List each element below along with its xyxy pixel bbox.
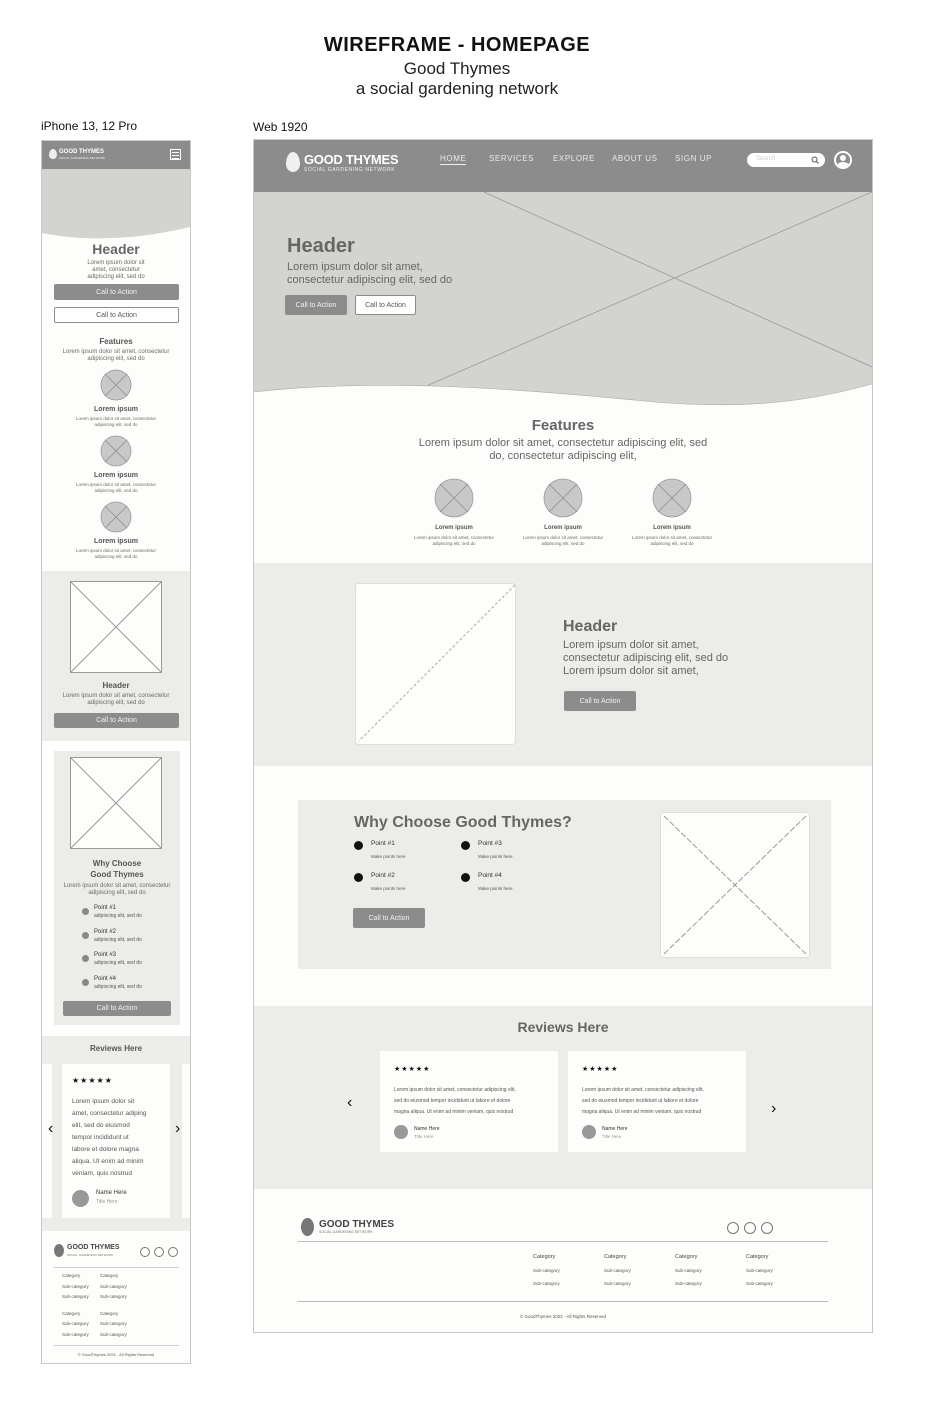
footer-link[interactable]: Sub-category [100, 1321, 127, 1326]
feature-image-placeholder [543, 478, 583, 518]
star-rating-icon: ★★★★★ [72, 1076, 113, 1085]
point-text: adipiscing elit, sed do [94, 960, 142, 966]
review-text: Lorem ipsum dolor sit amet, consectetur adipiscing elit, [394, 1087, 516, 1093]
mobile-footer-tagline: SOCIAL GARDENING NETWORK [67, 1253, 114, 1257]
mobile-features-text: adipiscing elit, sed do [87, 356, 145, 362]
footer-link[interactable]: Sub-category [533, 1268, 560, 1273]
feature-text: adipiscing elit, sed do [541, 541, 585, 546]
point-label: Point #4 [478, 872, 502, 879]
search-icon[interactable] [811, 156, 819, 164]
footer-link[interactable]: Sub-category [746, 1268, 773, 1273]
feature-label: Lorem ipsum [653, 525, 691, 531]
feature-image-placeholder [100, 369, 132, 401]
mobile-why-title-2: Good Thymes [90, 870, 144, 879]
mobile-frame [41, 140, 191, 1364]
feature-image-placeholder [100, 501, 132, 533]
mobile-footer [42, 1231, 190, 1364]
footer-link[interactable]: Sub-category [746, 1281, 773, 1286]
mobile-hero-text: adipiscing elit, sed do [87, 274, 145, 280]
footer-link[interactable]: Sub-category [100, 1331, 127, 1337]
mobile-carousel-next-icon[interactable]: › [175, 1120, 181, 1137]
web-split-title: Header [563, 618, 618, 635]
feature-label: Lorem ipsum [94, 472, 138, 479]
review-card [568, 1051, 746, 1152]
footer-link[interactable]: Category [100, 1273, 119, 1278]
avatar [394, 1125, 408, 1139]
review-text: sed do eiusmod tempor incididunt ut labore et dolore [394, 1098, 511, 1104]
mobile-carousel-prev-icon[interactable]: ‹ [48, 1120, 54, 1137]
mobile-review-card [62, 1064, 170, 1218]
point-text: Make points here [371, 886, 406, 891]
footer-link[interactable]: Sub-category [675, 1281, 702, 1286]
footer-link[interactable]: Sub-category [62, 1321, 89, 1326]
footer-link[interactable]: Sub-category [62, 1331, 89, 1337]
mobile-block-title: Header [102, 681, 130, 690]
web-features-title: Features [531, 417, 595, 434]
web-split-text: Lorem ipsum dolor sit amet, [563, 665, 699, 677]
web-frame [253, 139, 873, 1333]
web-why-cta-button[interactable]: Call to Action [353, 908, 425, 928]
reviewer-title: Title Here [96, 1199, 118, 1205]
web-why-title: Why Choose Good Thymes? [354, 814, 572, 831]
web-brand-tagline: SOCIAL GARDENING NETWORK [304, 167, 396, 173]
nav-explore[interactable]: EXPLORE [553, 154, 595, 163]
mobile-block-text: Lorem ipsum dolor sit amet, consectetur [62, 693, 170, 699]
footer-link[interactable]: Sub-category [62, 1294, 89, 1299]
reviewer-name: Name Here [96, 1190, 127, 1196]
point-label: Point #3 [478, 840, 502, 847]
star-rating-icon: ★★★★★ [394, 1066, 431, 1073]
page-title: WIREFRAME - HOMEPAGE [323, 34, 591, 56]
feature-text: adipiscing elit, sed do [432, 541, 476, 546]
review-text: magna aliqua. Ut enim ad minim veniam, quis nostrud [394, 1109, 514, 1115]
web-features-text: do, consectetur adipiscing elit, [489, 450, 637, 462]
page-subtitle-2: a social gardening network [355, 79, 559, 98]
footer-category: Category [675, 1254, 698, 1260]
user-profile-icon[interactable] [834, 151, 852, 169]
feature-text: Lorem ipsum dolor sit amet, consectetur [75, 416, 157, 421]
instagram-icon[interactable] [744, 1222, 756, 1234]
web-brand-name: GOOD THYMES [304, 152, 399, 167]
feature-text: adipiscing elit, sed do [94, 488, 138, 493]
point-text: Make points here [478, 854, 513, 859]
mobile-reviews-section [42, 1036, 190, 1231]
bullet-icon [82, 979, 89, 986]
web-hero-cta-secondary-button[interactable]: Call to Action [355, 295, 416, 315]
mobile-why-text: Lorem ipsum dolor sit amet, consectetur [63, 883, 171, 889]
reviewer-title: Title Here [414, 1134, 434, 1139]
star-rating-icon: ★★★★★ [582, 1066, 619, 1073]
logo-icon [54, 1244, 64, 1257]
footer-category: Category [746, 1254, 769, 1260]
mobile-copyright: © GoodThymes 2022 - All Rights Reserved [77, 1352, 155, 1357]
footer-link[interactable]: Sub-category [604, 1268, 631, 1273]
mobile-reviews-title: Reviews Here [89, 1044, 143, 1053]
feature-image-placeholder [100, 435, 132, 467]
mobile-brand-name: GOOD THYMES [59, 149, 105, 155]
bullet-icon [461, 873, 470, 882]
feature-label: Lorem ipsum [94, 538, 138, 545]
feature-text: Lorem ipsum dolor sit amet, consectetur [75, 482, 157, 487]
footer-category: Category [604, 1254, 627, 1260]
mobile-hero-cta-secondary-button[interactable]: Call to Action [54, 307, 179, 323]
point-text: adipiscing elit, sed do [94, 936, 142, 943]
feature-image-placeholder [434, 478, 474, 518]
reviewer-name: Name Here [602, 1126, 628, 1132]
web-navbar [254, 140, 872, 192]
footer-link[interactable]: Category [62, 1310, 81, 1316]
mobile-block-text: adipiscing elit, sed do [87, 700, 145, 706]
feature-text: adipiscing elit, sed do [650, 541, 694, 546]
facebook-icon[interactable] [761, 1222, 773, 1234]
point-label: Point #1 [94, 905, 117, 911]
feature-text: adipiscing elit, sed do [94, 422, 138, 427]
feature-text: Lorem ipsum dolor sit amet, consectetur [75, 548, 157, 553]
hamburger-menu-icon[interactable] [170, 149, 181, 160]
footer-link[interactable]: Sub-category [675, 1268, 702, 1273]
point-label: Point #4 [94, 975, 117, 982]
feature-image-placeholder [652, 478, 692, 518]
nav-about-us[interactable]: ABOUT US [612, 154, 658, 163]
web-label: Web 1920 [253, 120, 308, 134]
bullet-icon [354, 841, 363, 850]
web-footer-brand: GOOD THYMES [319, 1219, 395, 1230]
footer-link[interactable]: Sub-category [100, 1283, 127, 1289]
point-label: Point #3 [94, 952, 117, 958]
mobile-content-section [42, 571, 190, 741]
instagram-icon[interactable] [154, 1247, 164, 1257]
feature-text: Lorem ipsum dolor sit amet, consectetur [631, 535, 713, 540]
web-hero-cta-button[interactable]: Call to Action [285, 295, 347, 315]
footer-link[interactable]: Sub-category [533, 1281, 560, 1286]
feature-text: adipiscing elit, sed do [94, 554, 138, 559]
point-label: Point #2 [371, 872, 395, 879]
search-placeholder: Search [756, 156, 776, 162]
mobile-label: iPhone 13, 12 Pro [41, 119, 138, 133]
bullet-icon [461, 841, 470, 850]
bullet-icon [82, 908, 89, 915]
mobile-navbar [42, 141, 190, 169]
web-hero-text: Lorem ipsum dolor sit amet, [287, 261, 423, 273]
review-text: labore et dolore magna [72, 1146, 139, 1153]
feature-text: Lorem ipsum dolor sit amet, consectetur [522, 535, 604, 540]
web-split-text: Lorem ipsum dolor sit amet, [563, 639, 699, 651]
web-footer-tagline: SOCIAL GARDENING NETWORK [319, 1230, 373, 1234]
review-card [380, 1051, 558, 1152]
nav-services[interactable]: SERVICES [489, 154, 535, 163]
mobile-why-image-placeholder [70, 757, 162, 849]
review-text: veniam, quis nostrud [72, 1170, 132, 1177]
point-text: adipiscing elit, sed do [94, 913, 142, 919]
nav-home[interactable]: HOME [440, 154, 467, 163]
search-input[interactable] [747, 153, 825, 167]
point-label: Point #1 [371, 840, 395, 847]
mobile-why-text: adipiscing elit, sed do [88, 890, 146, 896]
web-split-text: consectetur adipiscing elit, sed do [563, 652, 729, 664]
avatar [72, 1190, 89, 1207]
mobile-hero-text: Lorem ipsum dolor sit [87, 260, 145, 266]
review-text: tempor incididunt ut [72, 1134, 129, 1141]
footer-category: Category [533, 1254, 556, 1260]
review-text: sed do eiusmod tempor incididunt ut labore et dolore [582, 1098, 699, 1104]
web-footer [254, 1189, 872, 1332]
mobile-why-cta-button[interactable]: Call to Action [63, 1001, 171, 1016]
review-text: aliqua. Ut enim ad minim [72, 1158, 144, 1165]
bullet-icon [354, 873, 363, 882]
mobile-why-card [54, 751, 180, 1025]
reviewer-name: Name Here [414, 1126, 440, 1132]
mobile-hero-text: amet, consectetur [92, 267, 140, 273]
footer-link[interactable]: Sub-category [62, 1283, 89, 1289]
footer-link[interactable]: Sub-category [100, 1294, 127, 1299]
feature-label: Lorem ipsum [94, 406, 138, 413]
web-split-cta-button[interactable]: Call to Action [564, 691, 636, 711]
review-text: magna aliqua. Ut enim ad minim veniam, quis nostrud [582, 1109, 702, 1115]
page-subtitle: Good Thymes [403, 59, 511, 78]
footer-link[interactable]: Category [100, 1310, 119, 1316]
logo-icon [49, 149, 57, 159]
reviewer-title: Title Here [602, 1134, 622, 1139]
review-text: amet, consectetur adiping [72, 1110, 147, 1117]
facebook-icon[interactable] [168, 1247, 178, 1257]
review-text: elit, sed do eiusmod [72, 1122, 130, 1129]
feature-label: Lorem ipsum [544, 525, 582, 531]
web-why-image-placeholder [660, 812, 810, 958]
point-text: Make points here [478, 886, 513, 891]
feature-text: Lorem ipsum dolor sit amet, consectetur [413, 535, 495, 540]
web-hero-text: consectetur adipiscing elit, sed do [287, 274, 453, 286]
logo-icon [286, 152, 300, 172]
twitter-icon[interactable] [140, 1247, 150, 1257]
avatar [582, 1125, 596, 1139]
bullet-icon [82, 932, 89, 939]
twitter-icon[interactable] [727, 1222, 739, 1234]
mobile-hero-title: Header [92, 241, 140, 257]
web-reviews-title: Reviews Here [517, 1019, 609, 1035]
bullet-icon [82, 955, 89, 962]
web-split-image-placeholder [355, 583, 516, 745]
mobile-features-text: Lorem ipsum dolor sit amet, consectetur [62, 349, 170, 355]
point-label: Point #2 [94, 928, 117, 935]
web-hero-title: Header [287, 235, 355, 257]
mobile-why-title: Why Choose [92, 859, 142, 868]
footer-link[interactable]: Category [62, 1273, 81, 1278]
web-copyright: © GoodThymes 2022 - All Rights Reserved [519, 1314, 607, 1319]
logo-icon [301, 1218, 314, 1236]
mobile-hero-cta-button[interactable]: Call to Action [54, 284, 179, 300]
nav-sign-up[interactable]: SIGN UP [675, 154, 713, 163]
web-features-text: Lorem ipsum dolor sit amet, consectetur adipiscing elit, sed [418, 437, 708, 449]
point-text: adipiscing elit, sed do [94, 983, 142, 990]
footer-link[interactable]: Sub-category [604, 1281, 631, 1286]
review-text: Lorem ipsum dolor sit [72, 1098, 135, 1105]
mobile-block-cta-button[interactable]: Call to Action [54, 713, 179, 728]
point-text: Make points here [371, 854, 406, 859]
mobile-features-title: Features [99, 337, 133, 346]
review-text: Lorem ipsum dolor sit amet, consectetur adipiscing elit, [582, 1087, 704, 1093]
mobile-footer-brand: GOOD THYMES [67, 1244, 120, 1251]
mobile-brand-tagline: SOCIAL GARDENING NETWORK [59, 156, 106, 160]
mobile-image-placeholder [70, 581, 162, 673]
carousel-prev-icon[interactable]: ‹ [347, 1094, 353, 1111]
feature-label: Lorem ipsum [435, 525, 473, 531]
carousel-next-icon[interactable]: › [771, 1100, 777, 1117]
